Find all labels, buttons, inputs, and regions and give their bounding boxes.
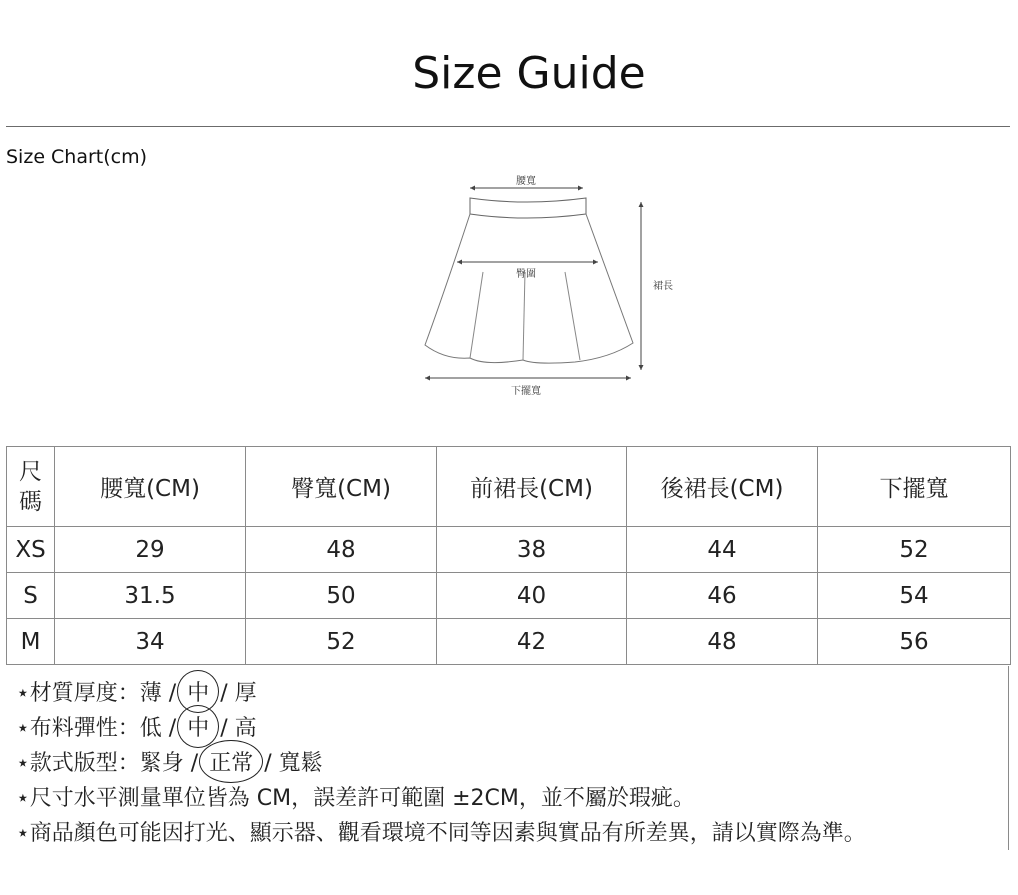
value-cell: 31.5 (55, 573, 246, 619)
note-elasticity-selected: 中 (183, 711, 213, 742)
value-cell: 48 (246, 527, 437, 573)
value-cell: 54 (818, 573, 1011, 619)
header-size-top: 尺 (19, 458, 42, 485)
table-row (7, 527, 1011, 573)
value-cell: 56 (818, 619, 1011, 665)
note-thickness (16, 676, 257, 707)
size-cell: S (7, 573, 55, 619)
length-label: 裙長 (653, 281, 673, 292)
table-row (7, 619, 1011, 665)
pleat-line (565, 272, 580, 360)
note-fit-selected: 正常 (205, 746, 257, 777)
size-cell: XS (7, 527, 55, 573)
note-thickness-selected: 中 (183, 676, 213, 707)
note-units: ⋆尺寸水平測量單位皆為 CM，誤差許可範圍 ±2CM，並不屬於瑕疵。 (16, 786, 695, 811)
value-cell: 40 (437, 573, 627, 619)
skirt-outline (425, 214, 633, 363)
note-thickness-suffix: / 厚 (220, 681, 257, 706)
header-hem: 下擺寬 (818, 447, 1011, 527)
value-cell: 46 (627, 573, 818, 619)
note-fit (16, 746, 323, 777)
value-cell: 38 (437, 527, 627, 573)
hem-label: 下擺寬 (511, 386, 541, 397)
pleat-line (523, 272, 525, 360)
skirt-diagram (415, 170, 685, 400)
value-cell: 48 (627, 619, 818, 665)
note-fit-suffix: / 寬鬆 (264, 751, 323, 776)
note-elasticity (16, 711, 257, 742)
table-header-row (7, 447, 1011, 527)
note-elasticity-prefix: ⋆布料彈性：低 / (16, 716, 177, 741)
size-table (6, 446, 1011, 665)
note-fit-prefix: ⋆款式版型：緊身 / (16, 751, 199, 776)
header-size-bottom: 碼 (19, 488, 42, 515)
value-cell: 52 (246, 619, 437, 665)
header-hip: 臀寬(CM) (246, 447, 437, 527)
waistband (470, 198, 586, 218)
header-back-length: 後裙長(CM) (627, 447, 818, 527)
note-color: ⋆商品顏色可能因打光、顯示器、觀看環境不同等因素與實品有所差異，請以實際為準。 (16, 821, 866, 846)
note-elasticity-suffix: / 高 (220, 716, 257, 741)
size-cell: M (7, 619, 55, 665)
note-thickness-prefix: ⋆材質厚度：薄 / (16, 681, 177, 706)
header-waist: 腰寬(CM) (55, 447, 246, 527)
waist-label: 腰寬 (516, 176, 536, 187)
value-cell: 52 (818, 527, 1011, 573)
value-cell: 29 (55, 527, 246, 573)
table-row (7, 573, 1011, 619)
value-cell: 50 (246, 573, 437, 619)
value-cell: 34 (55, 619, 246, 665)
value-cell: 44 (627, 527, 818, 573)
header-size (7, 447, 55, 527)
hip-label: 臀圍 (516, 269, 536, 280)
title-divider (6, 126, 1010, 127)
notes-panel (6, 666, 1009, 850)
header-front-length: 前裙長(CM) (437, 447, 627, 527)
value-cell: 42 (437, 619, 627, 665)
page-title: Size Guide (412, 48, 646, 99)
pleat-line (470, 272, 483, 358)
size-chart-label: Size Chart(cm) (6, 146, 148, 168)
